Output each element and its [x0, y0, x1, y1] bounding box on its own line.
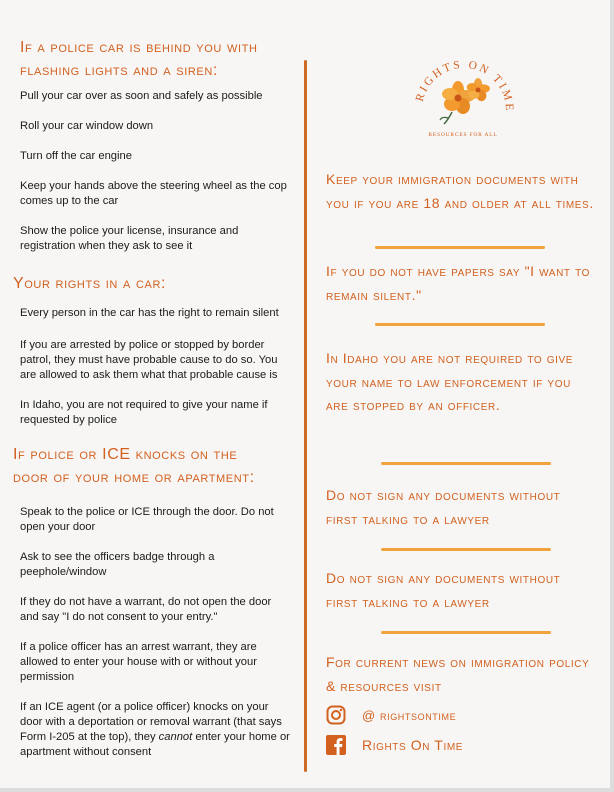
logo-arc-text: RIGHTS ON TIME	[413, 58, 516, 114]
separator	[375, 246, 545, 249]
column-divider	[304, 60, 307, 772]
logo	[408, 52, 518, 142]
item-text-before: If an ICE agent (or a police officer) knocks on your door with a deportation or removal warrant (that says Form I-205 at the top), they	[20, 701, 282, 743]
facebook-icon	[326, 735, 346, 755]
item-text-emphasis: cannot	[158, 731, 193, 743]
list-item-cannot-enter	[20, 700, 290, 760]
instagram-icon	[326, 705, 346, 725]
tip-remain-silent: If you do not have papers say "I want to remain silent."	[326, 263, 591, 303]
list-item: Every person in the car has the right to remain silent	[20, 307, 279, 319]
footer-text: For current news on immigration policy & resources visit	[326, 654, 590, 694]
list-item: If a police officer has an arrest warrant, they are allowed to enter your house with or without your permission	[20, 641, 257, 683]
facebook-link[interactable]	[326, 735, 463, 755]
list-item: Roll your car window down	[20, 120, 154, 132]
logo-flower-icon	[408, 52, 518, 142]
list-item: Ask to see the officers badge through a peephole/window	[20, 551, 215, 578]
list-item: Show the police your license, insurance and registration when they ask to see it	[20, 225, 239, 252]
tip-sign-documents: Do not sign any documents without first talking to a lawyer	[326, 487, 561, 527]
list-item: In Idaho, you are not required to give your name if requested by police	[20, 399, 268, 426]
section3-heading-line1: If police or ICE knocks on the	[13, 446, 238, 463]
tip-idaho-name: In Idaho you are not required to give your name to law enforcement if you are stopped by an officer.	[326, 350, 574, 413]
instagram-link[interactable]	[326, 705, 456, 725]
section1-heading-line2: flashing lights and a siren:	[20, 62, 218, 79]
section2-heading: Your rights in a car:	[13, 275, 167, 292]
list-item: Pull your car over as soon and safely as possible	[20, 90, 263, 102]
list-item: If they do not have a warrant, do not open the door and say "I do not consent to your entry."	[20, 596, 272, 623]
separator	[375, 323, 545, 326]
facebook-name: Rights On Time	[362, 737, 464, 753]
separator	[381, 631, 551, 634]
tip-sign-documents-repeat: Do not sign any documents without first talking to a lawyer	[326, 570, 561, 610]
section1-heading-line1: If a police car is behind you with	[20, 39, 258, 56]
item-text-after: enter your home or apartment without consent	[20, 731, 290, 758]
instagram-handle: @ rightsontime	[362, 707, 457, 723]
list-item: If you are arrested by police or stopped by border patrol, they must have probable cause to do so. You are allowed to ask them what that probable cause is	[20, 339, 278, 381]
list-item: Keep your hands above the steering wheel as the cop comes up to the car	[20, 180, 287, 207]
section3-heading-line2: door of your home or apartment:	[13, 469, 255, 486]
list-item: Speak to the police or ICE through the door. Do not open your door	[20, 506, 274, 533]
logo-tagline: RESOURCES FOR ALL	[428, 132, 498, 138]
separator	[381, 462, 551, 465]
list-item: Turn off the car engine	[20, 150, 132, 162]
separator	[381, 548, 551, 551]
tip-documents: Keep your immigration documents with you if you are 18 and older at all times.	[326, 171, 594, 211]
